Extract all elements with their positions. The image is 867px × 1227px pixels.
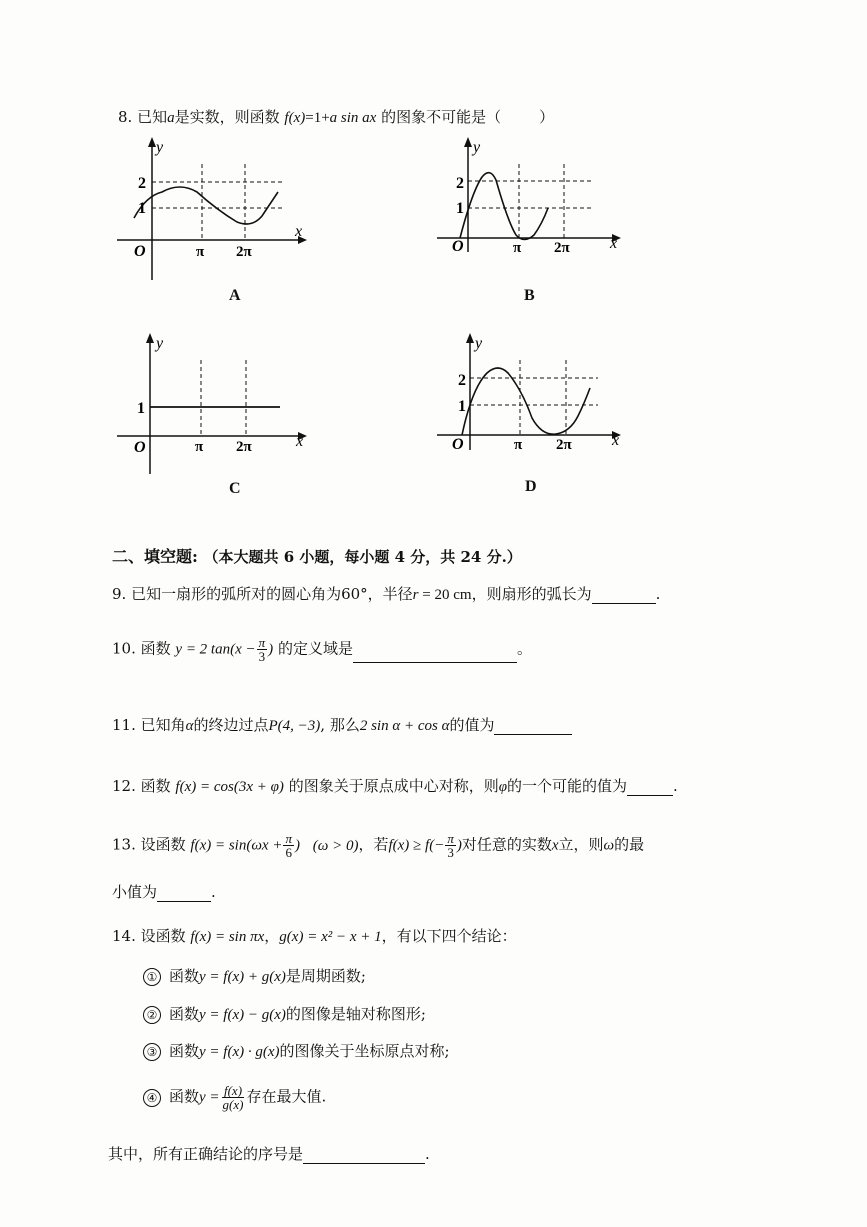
section-title: 二、填空题: — [112, 547, 198, 566]
tick-2pi: 2π — [236, 244, 252, 260]
q8-expr: a sin ax — [329, 110, 377, 126]
q13-line2: 小值为 — [112, 883, 158, 901]
q14-sep: ， — [264, 927, 280, 945]
question-13 — [112, 832, 644, 859]
frac-num: π — [447, 831, 454, 846]
question-10 — [112, 636, 532, 663]
item-expr: y = f(x) + g(x) — [199, 969, 286, 985]
fraction — [221, 1084, 246, 1111]
origin-label: O — [134, 439, 146, 456]
frac-num: π — [258, 635, 266, 650]
fraction — [257, 636, 268, 663]
q11-tail: 的值为 — [449, 716, 495, 734]
question-13-line-2 — [112, 881, 216, 902]
tick-1: 1 — [138, 200, 146, 217]
q13-ineq: f(x) ≥ f(− — [388, 837, 445, 854]
frac-den: g(x) — [222, 1097, 244, 1112]
q8-close: ） — [539, 108, 555, 126]
x-label: x — [610, 235, 618, 252]
q14-final: 其中，所有正确结论的序号是 — [108, 1145, 304, 1163]
answer-blank[interactable] — [627, 781, 673, 796]
question-12 — [112, 775, 678, 796]
y-arrow-icon — [466, 333, 474, 343]
conclusion-1 — [143, 965, 366, 986]
q8-text-1: 已知 — [137, 108, 168, 126]
item-pre: 函数 — [169, 1087, 200, 1106]
item-expr: y = f(x) · g(x) — [199, 1044, 280, 1060]
item-number: ② — [143, 1006, 161, 1024]
q10-rp: ) — [268, 641, 274, 658]
q14-pre: 14. 设函数 — [112, 927, 186, 945]
q12-mid: 的图象关于原点成中心对称，则 — [288, 777, 499, 795]
q13-expr: f(x) = sin(ωx + — [190, 837, 283, 854]
question-9 — [112, 583, 660, 604]
q10-end: 。 — [516, 639, 532, 658]
item-tail: 存在最大值. — [246, 1087, 327, 1106]
origin-label: O — [452, 238, 464, 255]
label-b: B — [524, 287, 535, 304]
answer-blank[interactable] — [494, 720, 572, 735]
answer-blank[interactable] — [303, 1149, 425, 1164]
q13-cond: (ω > 0) — [312, 837, 359, 854]
q11-expr: 2 sin α + cos α — [359, 718, 450, 734]
q9-val: = 20 cm — [418, 587, 472, 603]
q14-tail: ，有以下四个结论： — [381, 927, 517, 945]
y-label: y — [475, 335, 483, 352]
q12-end: . — [673, 777, 678, 795]
question-11 — [112, 714, 572, 735]
item-tail: 是周期函数; — [285, 967, 366, 985]
q13-mid2: 对任意的实数 — [461, 835, 552, 854]
q13-rp2: ) — [456, 837, 462, 854]
conclusion-4 — [143, 1084, 326, 1111]
question-number: 8. — [118, 108, 133, 126]
q13-x: x — [551, 837, 559, 854]
item-number: ④ — [143, 1089, 161, 1107]
q11-mid2: , 那么 — [320, 716, 360, 734]
question-14-final — [108, 1143, 430, 1164]
q14-f: f(x) = sin πx — [190, 929, 265, 945]
frac-den: 3 — [447, 845, 454, 860]
item-expr: y = — [199, 1089, 220, 1106]
tick-2: 2 — [138, 175, 146, 192]
q11-mid: 的终边过点 — [193, 716, 269, 734]
y-label: y — [156, 335, 164, 352]
q11-pre: 11. 已知角 — [112, 716, 186, 734]
origin-label: O — [452, 436, 464, 453]
x-label: x — [612, 432, 620, 449]
x-label: x — [295, 223, 303, 240]
q12-phi: φ — [498, 779, 508, 795]
q11-alpha: α — [185, 718, 194, 734]
tick-1: 1 — [458, 398, 466, 415]
item-number: ① — [143, 968, 161, 986]
graph-d — [432, 328, 632, 462]
answer-blank[interactable] — [157, 887, 211, 902]
graph-b — [432, 132, 632, 266]
tick-1: 1 — [456, 200, 464, 217]
tick-2pi: 2π — [554, 240, 570, 256]
q14-end: . — [425, 1145, 430, 1163]
tick-pi: π — [195, 439, 204, 455]
q10-tail: 的定义域是 — [277, 639, 353, 658]
q9-end: . — [655, 585, 661, 603]
answer-blank[interactable] — [353, 648, 517, 663]
tick-2pi: 2π — [556, 437, 572, 453]
q12-pre: 12. 函数 — [112, 777, 171, 795]
q10-pre: 10. 函数 — [112, 639, 171, 658]
q12-tail: 的一个可能的值为 — [507, 777, 628, 795]
section-2-heading — [112, 544, 522, 567]
q9-text: 9. 已知一扇形的弧所对的圆心角为60°，半径 — [112, 585, 413, 603]
frac-den: 6 — [285, 845, 292, 860]
y-label: y — [156, 139, 164, 156]
frac-num: π — [285, 831, 292, 846]
q12-expr: f(x) = cos(3x + φ) — [175, 779, 284, 795]
item-pre: 函数 — [169, 1042, 200, 1060]
q13-pre: 13. 设函数 — [112, 835, 186, 854]
x-label: x — [296, 433, 304, 450]
tick-2pi: 2π — [236, 439, 252, 455]
conclusion-2 — [143, 1003, 426, 1024]
q8-func: f(x) — [284, 110, 306, 126]
question-8 — [118, 106, 554, 127]
curve — [134, 187, 278, 224]
q8-eq: =1+ — [305, 110, 330, 126]
frac-den: 3 — [258, 649, 266, 664]
q13-tail2: 的最 — [614, 835, 645, 854]
label-a: A — [229, 287, 241, 304]
tick-1: 1 — [137, 400, 145, 417]
label-d: D — [525, 478, 537, 495]
q13-omega: ω — [603, 837, 615, 854]
frac-num: f(x) — [223, 1083, 243, 1098]
item-tail: 的图像关于坐标原点对称; — [279, 1042, 450, 1060]
answer-blank[interactable] — [592, 589, 656, 604]
item-expr: y = f(x) − g(x) — [199, 1007, 286, 1023]
tick-pi: π — [514, 437, 523, 453]
item-number: ③ — [143, 1043, 161, 1061]
section-note: （本大题共 6 小题，每小题 4 分，共 24 分.） — [203, 548, 522, 566]
q10-lhs: y = 2 tan(x − — [175, 641, 256, 658]
tick-pi: π — [196, 244, 205, 260]
q13-mid: ，若 — [358, 835, 389, 854]
y-label: y — [473, 139, 481, 156]
y-arrow-icon — [148, 137, 156, 147]
q11-point: P(4, −3) — [268, 718, 321, 734]
graph-a — [112, 132, 312, 288]
q13-tail: 立，则 — [558, 835, 604, 854]
q14-g: g(x) = x² − x + 1 — [279, 929, 382, 945]
curve — [460, 173, 548, 240]
q8-var-a: a — [167, 110, 175, 126]
q13-end: . — [211, 883, 216, 901]
origin-label: O — [134, 243, 146, 260]
q9-tail: ，则扇形的弧长为 — [471, 585, 592, 603]
tick-2: 2 — [456, 175, 464, 192]
conclusion-3 — [143, 1040, 450, 1061]
question-14 — [112, 925, 517, 946]
item-pre: 函数 — [169, 1005, 200, 1023]
graph-c — [112, 328, 312, 482]
item-tail: 的图像是轴对称图形; — [285, 1005, 426, 1023]
fraction — [445, 832, 456, 859]
fraction — [283, 832, 294, 859]
label-c: C — [229, 480, 241, 497]
q8-text-2: 是实数，则函数 — [174, 108, 280, 126]
y-arrow-icon — [146, 333, 154, 343]
y-arrow-icon — [464, 137, 472, 147]
item-pre: 函数 — [169, 967, 200, 985]
tick-2: 2 — [458, 372, 466, 389]
q13-rp: ) — [294, 837, 300, 854]
tick-pi: π — [513, 240, 522, 256]
q9-r: r — [412, 587, 419, 603]
q8-text-3: 的图象不可能是（ — [381, 108, 502, 126]
